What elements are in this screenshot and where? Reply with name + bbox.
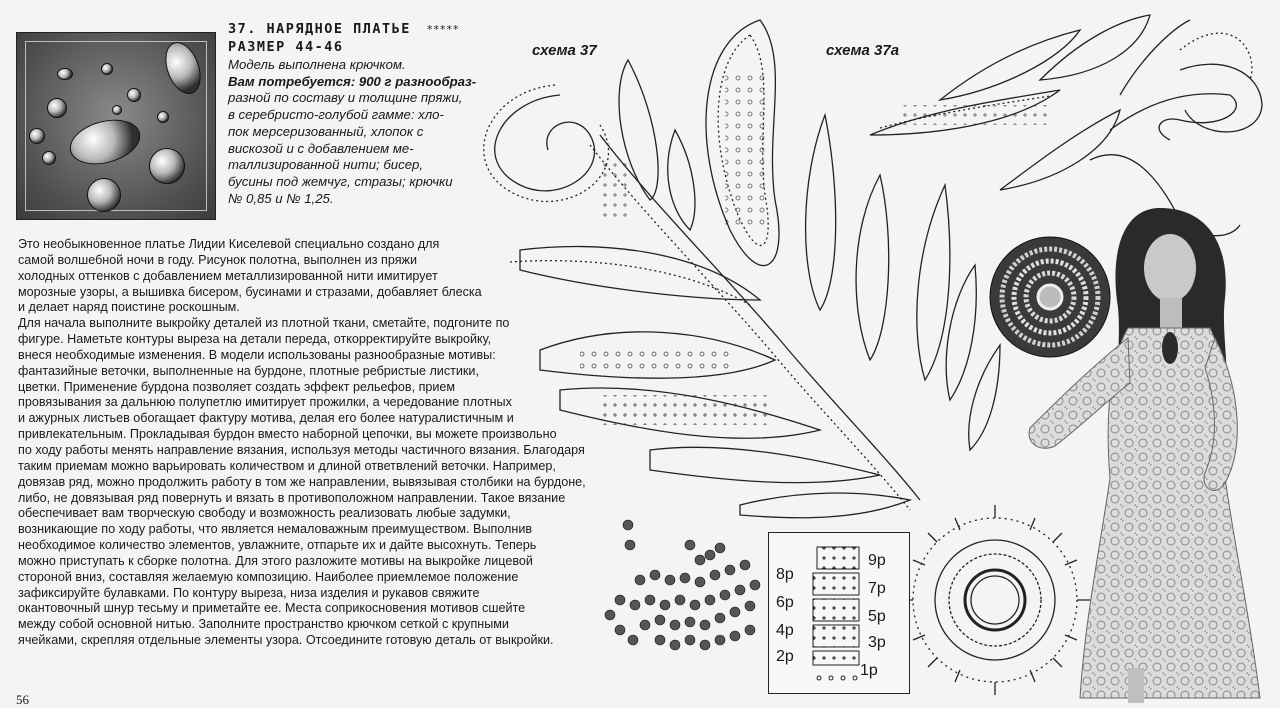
row-label-right-4: 3р: [868, 634, 886, 651]
row-label-right-3: 5р: [868, 608, 886, 625]
model-photo: [1010, 198, 1275, 703]
row-label-right-5: 1р: [860, 662, 878, 679]
rows-chart: [768, 532, 910, 694]
row-label-right-2: 7р: [868, 580, 886, 597]
materials-line: Вам потребуется: 900 г разнообраз-: [228, 73, 477, 89]
beads-pile: [605, 520, 760, 650]
difficulty-stars: *****: [426, 23, 460, 36]
article-body: Это необыкновенное платье Лидии Киселевой специально создано для самой волшебной ночи в году. Рисунок полотна, выполнен из пряжи холодных оттенков с добавлением металлизированной нити имитирует морозные узоры, а вышивка бисером, бусинами и стразами, добавляет блеска и делает наряд поистине роскошным. Для начала выполните выкройку деталей из плотной ткани, сметайте, подгоните по фигуре. Наметьте контуры выреза на детали переда, откорректируйте выкройку, внеся необходимые изменения. В модели использованы разнообразные мотивы: фантазийные веточки, выполненные на бурдоне, плотные ребристые листики, цветки. Применение бурдона позволяет создать эффект рельефов, прием провязывания за дальнюю полупетлю имитирует прожилки, а чередование плотных и ажурных листьев обогащает фактуру мотива, делая его более натуралистичным и привлекательным. Прокладывая бурдон вместо наборной цепочки, вы можете произвольно по ходу работы менять направление вязания, используя методы частичного вязания. Благодаря таким приемам можно варьировать количеством и длиной ответвлений веточки. Например, довязав ряд, можно продолжить работу в том же направлении, вывязывая столбики на бурдоне, либо, не довязывая ряд повернуть и вязать в противоположном направлении. Такое вязание обеспечивает вам творческую свободу и возможность реализовать любые задумки, возникающие по ходу работы, что является немаловажным преимуществом. Выполнив необходимое количество элементов, увлажните, отпарьте их и дайте высохнуть. Теперь можно приступать к сборке полотна. Для этого разложите мотивы на выкройке лицевой стороной вниз, составляя желаемую композицию. Наиболее приемлемое положение зафиксируйте булавками. По контуру выреза, низа изделия и рукавов свяжите окантовочный шнур тесьму и приметайте ее. Места соприкосновения мотивов сшейте между собой основной нитью. Заполните пространство крючком сеткой с крупными ячейками, скрепляя отдельные элементы узора. Отсоедините готовую деталь от выкройки.: [18, 237, 586, 648]
row-label-right-1: 9р: [868, 552, 886, 569]
materials-text: Модель выполнена крючком. Вам потребуется: 900 г разнообраз- разной по составу и толщине пряжи, в серебристо-голубой гамме: хло- пок мерсеризованный, хлопок с вискозой и с добавлением ме- таллизированной нити; бисер, бусины под жемчуг, стразы; крючки № 0,85 и № 1,25.: [228, 57, 528, 207]
row-label-left-3: 4р: [776, 622, 794, 639]
scheme-37a-label: схема 37а: [826, 42, 900, 59]
scheme-37-label: схема 37: [532, 42, 597, 59]
page-number: 56: [16, 692, 29, 707]
scheme-37-branch: [484, 20, 1000, 518]
article-title: 37. НАРЯДНОЕ ПЛАТЬЕ: [228, 21, 411, 37]
rows-chart-symbols: [769, 533, 909, 693]
row-label-left-1: 8р: [776, 566, 794, 583]
size-label: РАЗМЕР 44-46: [228, 39, 344, 55]
row-label-left-4: 2р: [776, 648, 794, 665]
row-label-left-2: 6р: [776, 594, 794, 611]
